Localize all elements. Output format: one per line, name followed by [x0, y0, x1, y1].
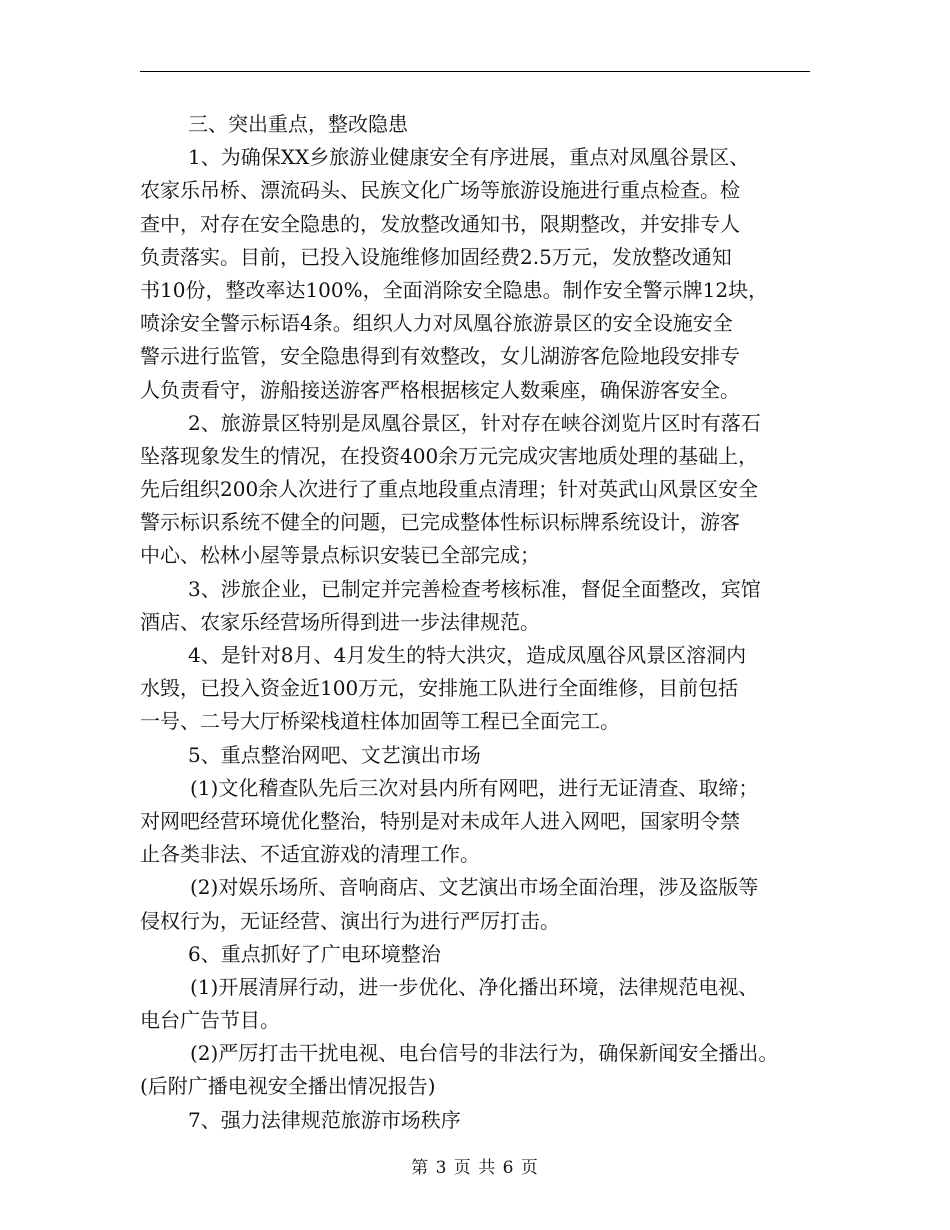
- subheading-line: 7、强力法律规范旅游市场秩序: [188, 1107, 461, 1132]
- section-heading: 三、突出重点，整改隐患: [188, 112, 408, 136]
- paragraph-line: (2)对娱乐场所、音响商店、文艺演出市场全面治理，涉及盗版等: [190, 875, 759, 900]
- paragraph-line: 农家乐吊桥、漂流码头、民族文化广场等旅游设施进行重点检查。检: [140, 178, 740, 203]
- paragraph-line: 警示标识系统不健全的问题，已完成整体性标识标牌系统设计，游客: [140, 510, 740, 535]
- page-number-footer: 第 3 页 共 6 页: [411, 1158, 539, 1178]
- paragraph-line: 3、涉旅企业，已制定并完善检查考核标准，督促全面整改，宾馆: [188, 576, 761, 601]
- paragraph-line: 4、是针对8月、4月发生的特大洪灾，造成凤凰谷风景区溶洞内: [188, 643, 747, 667]
- document-body: [140, 108, 830, 1137]
- paragraph-line: 电台广告节目。: [140, 1008, 280, 1033]
- paragraph-line: (后附广播电视安全播出情况报告): [140, 1074, 436, 1099]
- paragraph-line: 书10份，整改率达100%，全面消除安全隐患。制作安全警示牌12块，: [140, 277, 769, 302]
- paragraph-line: 侵权行为，无证经营、演出行为进行严厉打击。: [140, 908, 560, 933]
- paragraph-line: 水毁，已投入资金近100万元，安排施工队进行全面维修，目前包括: [140, 676, 739, 701]
- paragraph-line: 查中，对存在安全隐患的，发放整改通知书，限期整改，并安排专人: [140, 211, 740, 236]
- paragraph-line: 人负责看守，游船接送游客严格根据核定人数乘座，确保游客安全。: [140, 377, 740, 402]
- subheading-line: 6、重点抓好了广电环境整治: [188, 941, 441, 966]
- paragraph-line: 喷涂安全警示标语4条。组织人力对凤凰谷旅游景区的安全设施安全: [140, 311, 733, 336]
- paragraph-line: 坠落现象发生的情况，在投资400余万元完成灾害地质处理的基础上，: [140, 443, 759, 468]
- paragraph-line: 警示进行监管，安全隐患得到有效整改，女儿湖游客危险地段安排专: [140, 344, 740, 369]
- paragraph-line: (1)开展清屏行动，进一步优化、净化播出环境，法律规范电视、: [190, 974, 759, 999]
- paragraph-line: 先后组织200余人次进行了重点地段重点清理；针对英武山风景区安全: [140, 477, 759, 502]
- paragraph-line: 中心、松林小屋等景点标识安装已全部完成；: [140, 543, 540, 568]
- paragraph-line: 酒店、农家乐经营场所得到进一步法律规范。: [140, 609, 540, 634]
- header-rule: [140, 71, 810, 72]
- paragraph-line: (2)严厉打击干扰电视、电台信号的非法行为，确保新闻安全播出。: [190, 1041, 779, 1066]
- paragraph-line: 一号、二号大厅桥梁栈道柱体加固等工程已全面完工。: [140, 709, 620, 734]
- subheading-line: 5、重点整治网吧、文艺演出市场: [188, 742, 481, 767]
- paragraph-line: 负责落实。目前，已投入设施维修加固经费2.5万元，发放整改通知: [140, 244, 732, 269]
- paragraph-line: 2、旅游景区特别是凤凰谷景区，针对存在峡谷浏览片区时有落石: [188, 410, 761, 435]
- paragraph-line: 止各类非法、不适宜游戏的清理工作。: [140, 842, 480, 867]
- paragraph-line: (1)文化稽查队先后三次对县内所有网吧，进行无证清查、取缔；: [190, 775, 759, 800]
- paragraph-line: 1、为确保XX乡旅游业健康安全有序进展，重点对凤凰谷景区、: [188, 145, 750, 170]
- paragraph-line: 对网吧经营环境优化整治，特别是对未成年人进入网吧，国家明令禁: [140, 808, 740, 833]
